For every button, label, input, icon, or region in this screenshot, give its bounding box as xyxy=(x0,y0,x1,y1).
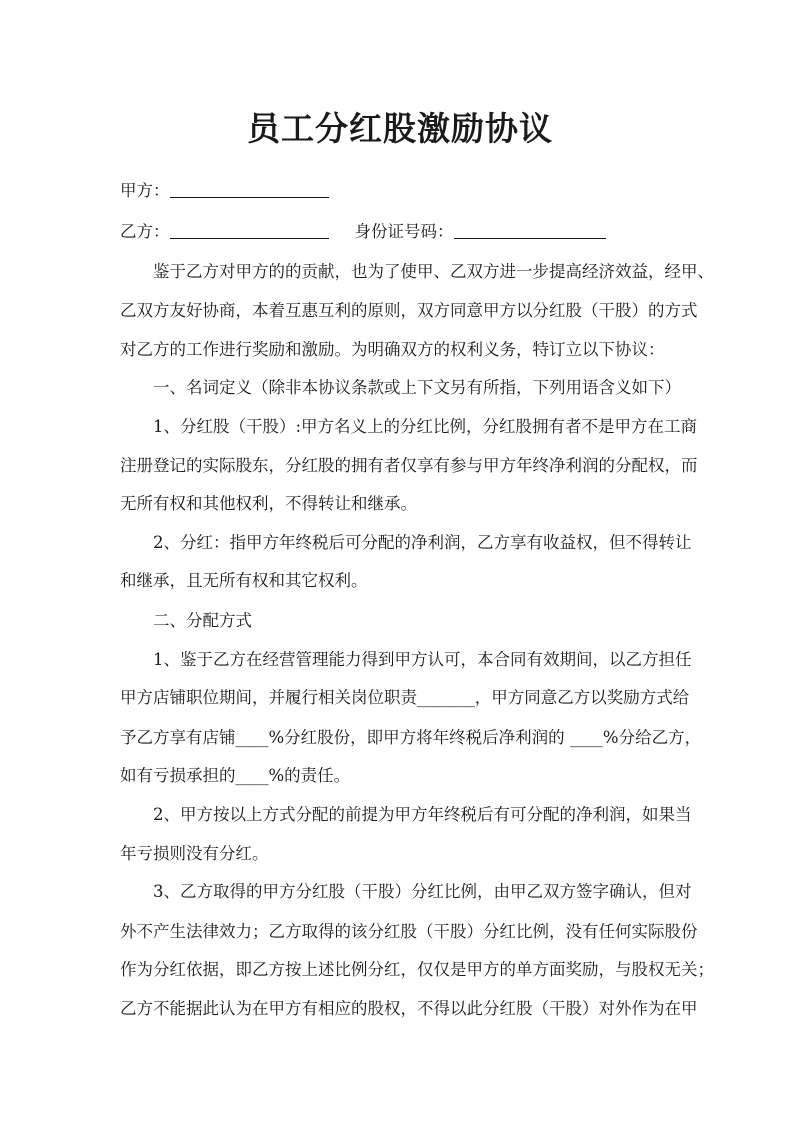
section-heading: 二、分配方式 xyxy=(153,611,252,630)
paragraph-line: 如有亏损承担的____%的责任。 xyxy=(120,766,351,785)
party-b-field[interactable] xyxy=(170,222,329,239)
paragraph-line: 对乙方的工作进行奖励和激励。为明确双方的权利义务，特订立以下协议： xyxy=(120,340,665,359)
party-a-row xyxy=(120,179,682,203)
paragraph-line: 2、甲方按以上方式分配的前提为甲方年终税后有可分配的净利润，如果当 xyxy=(153,805,692,824)
id-number-field[interactable] xyxy=(454,222,606,239)
paragraph-line: 和继承，且无所有权和其它权利。 xyxy=(120,571,368,590)
paragraph-line: 鉴于乙方对甲方的的贡献，也为了使甲、乙双方进一步提高经济效益，经甲、 xyxy=(153,262,714,281)
paragraph-line: 乙方不能据此认为在甲方有相应的股权，不得以此分红股（干股）对外作为在甲 xyxy=(120,999,698,1018)
paragraph-line: 甲方店铺职位期间，并履行相关岗位职责_______，甲方同意乙方以奖励方式给 xyxy=(120,688,690,707)
id-number-label: 身份证号码： xyxy=(354,222,454,241)
paragraph-line: 外不产生法律效力；乙方取得的该分红股（干股）分红比例，没有任何实际股份 xyxy=(120,922,698,941)
paragraph-line: 年亏损则没有分红。 xyxy=(120,844,269,863)
paragraph-line: 无所有权和其他权利，不得转让和继承。 xyxy=(120,494,417,513)
paragraph-line: 作为分红依据，即乙方按上述比例分红，仅仅是甲方的单方面奖励，与股权无关； xyxy=(120,960,714,979)
paragraph-line: 1、鉴于乙方在经营管理能力得到甲方认可，本合同有效期间，以乙方担任 xyxy=(153,650,692,669)
paragraph-line: 乙双方友好协商，本着互惠互利的原则，双方同意甲方以分红股（干股）的方式 xyxy=(120,301,698,320)
paragraph-line: 3、乙方取得的甲方分红股（干股）分红比例，由甲乙双方签字确认，但对 xyxy=(153,882,692,901)
paragraph-line: 1、分红股（干股）:甲方名义上的分红比例，分红股拥有者不是甲方在工商 xyxy=(153,417,698,436)
paragraph-line: 2、分红：指甲方年终税后可分配的净利润，乙方享有收益权，但不得转让 xyxy=(153,533,692,552)
paragraph-line: 予乙方享有店铺____%分红股份，即甲方将年终税后净利润的 ____%分给乙方， xyxy=(120,728,702,747)
party-b-row xyxy=(120,220,682,244)
party-a-label: 甲方： xyxy=(120,181,170,200)
section-heading: 一、名词定义（除非本协议条款或上下文另有所指，下列用语含义如下） xyxy=(153,378,681,397)
party-b-label: 乙方： xyxy=(120,222,170,241)
party-a-field[interactable] xyxy=(170,181,329,198)
paragraph-line: 注册登记的实际股东，分红股的拥有者仅享有参与甲方年终净利润的分配权，而 xyxy=(120,456,698,475)
page-title: 员工分红股激励协议 xyxy=(247,109,553,148)
